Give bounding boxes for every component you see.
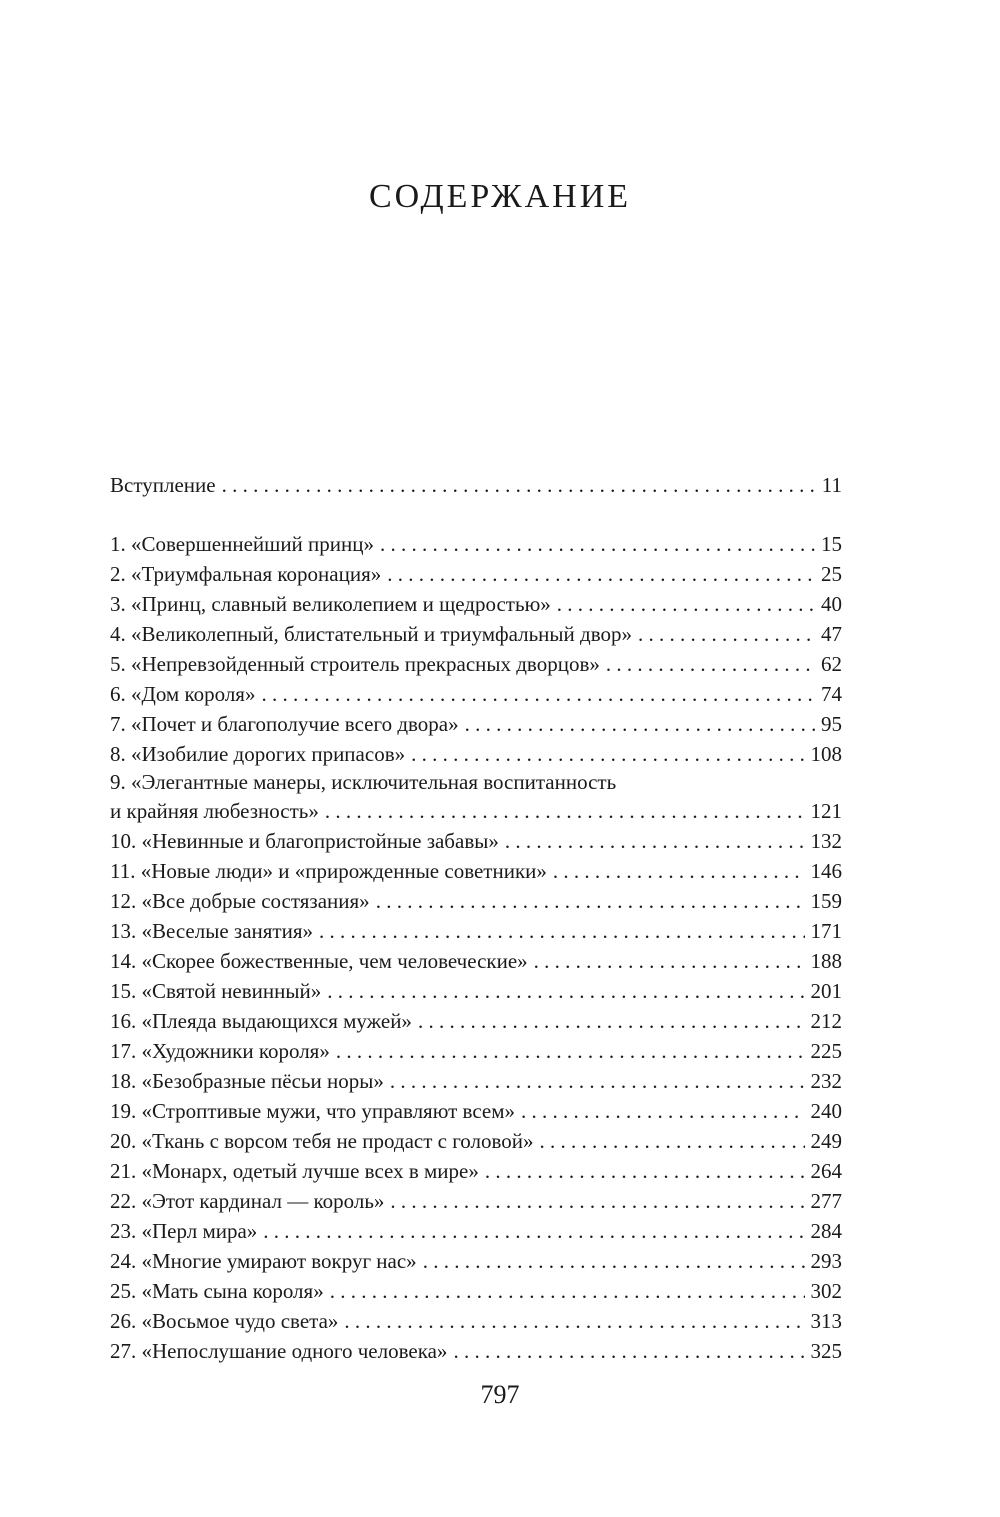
dot-leader bbox=[380, 529, 815, 559]
dot-leader bbox=[638, 619, 815, 649]
dot-leader bbox=[540, 1126, 805, 1156]
toc-entry bbox=[110, 1156, 842, 1186]
toc-entry-title: 18. «Безобразные пёсьи норы» bbox=[110, 1069, 384, 1093]
toc-entry-title: 21. «Монарх, одетый лучше всех в мире» bbox=[110, 1159, 479, 1183]
toc-entry-page: 159 bbox=[810, 889, 842, 913]
toc-entry-title: 10. «Невинные и благопристойные забавы» bbox=[110, 829, 499, 853]
toc-entry-title: 4. «Великолепный, блистательный и триумфальный двор» bbox=[110, 622, 632, 646]
toc-entry-page: 40 bbox=[821, 592, 842, 616]
toc-entry-title: 15. «Святой невинный» bbox=[110, 979, 322, 1003]
toc-entry bbox=[110, 1096, 842, 1126]
toc-entry bbox=[110, 559, 842, 589]
toc-entry bbox=[110, 619, 842, 649]
dot-leader bbox=[376, 886, 805, 916]
toc-entry-page: 201 bbox=[810, 979, 842, 1003]
dot-leader bbox=[344, 1306, 804, 1336]
toc-entry-page: 313 bbox=[810, 1309, 842, 1333]
toc-entry bbox=[110, 679, 842, 709]
toc-entry-page: 188 bbox=[810, 949, 842, 973]
toc-entry-title: 27. «Непослушание одного человека» bbox=[110, 1339, 448, 1363]
toc-entry-page: 95 bbox=[821, 712, 842, 736]
toc-entry bbox=[110, 1186, 842, 1216]
dot-leader bbox=[327, 976, 804, 1006]
toc-entry bbox=[110, 946, 842, 976]
dot-leader bbox=[418, 1006, 805, 1036]
toc-entry-page: 132 bbox=[810, 829, 842, 853]
toc-entry-page: 325 bbox=[810, 1339, 842, 1363]
toc-entry-page: 264 bbox=[810, 1159, 842, 1183]
toc-entry bbox=[110, 1306, 842, 1336]
toc-entry-page: 293 bbox=[810, 1249, 842, 1273]
toc-entry-title: Вступление bbox=[110, 473, 216, 497]
toc-entry-title: 12. «Все добрые состязания» bbox=[110, 889, 370, 913]
toc-entry bbox=[110, 589, 842, 619]
toc-entry bbox=[110, 1336, 842, 1366]
toc-entry-title: 19. «Строптивые мужи, что управляют всем» bbox=[110, 1099, 516, 1123]
dot-leader bbox=[423, 1246, 805, 1276]
dot-leader bbox=[390, 1186, 804, 1216]
dot-leader bbox=[465, 709, 815, 739]
toc-entry-page: 302 bbox=[810, 1279, 842, 1303]
toc-entry-page: 11 bbox=[821, 473, 842, 497]
toc-entry-page: 25 bbox=[821, 562, 842, 586]
toc-entry-title: 20. «Ткань с ворсом тебя не продаст с головой» bbox=[110, 1129, 534, 1153]
toc-entry bbox=[110, 886, 842, 916]
toc-entry-title: 26. «Восьмое чудо света» bbox=[110, 1309, 339, 1333]
toc-entry-title: 3. «Принц, славный великолепием и щедростью» bbox=[110, 592, 551, 616]
toc-entry bbox=[110, 709, 842, 739]
toc-entry-page: 284 bbox=[810, 1219, 842, 1243]
toc-entry-page: 212 bbox=[810, 1009, 842, 1033]
dot-leader bbox=[505, 826, 805, 856]
toc-entry-title: 23. «Перл мира» bbox=[110, 1219, 258, 1243]
toc-entry-page: 146 bbox=[810, 859, 842, 883]
toc-entry-title: 16. «Плеяда выдающихся мужей» bbox=[110, 1009, 412, 1033]
toc-entry bbox=[110, 1246, 842, 1276]
toc-entry-page: 240 bbox=[810, 1099, 842, 1123]
dot-leader bbox=[453, 1336, 804, 1366]
dot-leader bbox=[411, 739, 804, 769]
toc-entry bbox=[110, 976, 842, 1006]
dot-leader bbox=[336, 1036, 805, 1066]
toc-entry-page: 47 bbox=[821, 622, 842, 646]
toc-entry-page: 232 bbox=[810, 1069, 842, 1093]
toc-entry-page: 225 bbox=[810, 1039, 842, 1063]
toc-entry-title: 17. «Художники короля» bbox=[110, 1039, 330, 1063]
toc-entry bbox=[110, 916, 842, 946]
dot-leader bbox=[330, 1276, 805, 1306]
dot-leader bbox=[606, 649, 815, 679]
toc-entry bbox=[110, 856, 842, 886]
toc-entry bbox=[110, 1216, 842, 1246]
dot-leader bbox=[521, 1096, 804, 1126]
toc-entry-page: 249 bbox=[810, 1129, 842, 1153]
toc-entry-title: 2. «Триумфальная коронация» bbox=[110, 562, 382, 586]
toc-entry bbox=[110, 1126, 842, 1156]
toc-entry bbox=[110, 649, 842, 679]
toc-entry-title: 22. «Этот кардинал — король» bbox=[110, 1189, 385, 1213]
toc-entry-title: 13. «Веселые занятия» bbox=[110, 919, 313, 943]
dot-leader bbox=[390, 1066, 805, 1096]
toc-entry bbox=[110, 529, 842, 559]
toc-entry bbox=[110, 1276, 842, 1306]
toc-entry-title: 5. «Непревзойденный строитель прекрасных дворцов» bbox=[110, 652, 600, 676]
dot-leader bbox=[534, 946, 805, 976]
toc-entry-page: 171 bbox=[810, 919, 842, 943]
dot-leader bbox=[485, 1156, 805, 1186]
toc-entry bbox=[110, 796, 842, 826]
dot-leader bbox=[222, 470, 816, 500]
toc-entry-page: 74 bbox=[821, 682, 842, 706]
dot-leader bbox=[557, 589, 815, 619]
toc-entry-title: 14. «Скорее божественные, чем человеческие» bbox=[110, 949, 528, 973]
dot-leader bbox=[261, 679, 815, 709]
toc-entry-title: 25. «Мать сына короля» bbox=[110, 1279, 324, 1303]
toc-entry-page: 108 bbox=[810, 742, 842, 766]
toc-entry bbox=[110, 1066, 842, 1096]
toc-entry-title: 6. «Дом короля» bbox=[110, 682, 256, 706]
dot-leader bbox=[263, 1216, 804, 1246]
dot-leader bbox=[325, 796, 805, 826]
toc-entry-intro bbox=[110, 470, 842, 500]
toc-entry-page: 121 bbox=[810, 799, 842, 823]
toc-entry-title: 7. «Почет и благополучие всего двора» bbox=[110, 712, 459, 736]
table-of-contents bbox=[110, 470, 842, 1366]
page-title: СОДЕРЖАНИЕ bbox=[368, 178, 632, 215]
toc-entry bbox=[110, 1006, 842, 1036]
toc-entry bbox=[110, 739, 842, 769]
toc-entry-title: и крайняя любезность» bbox=[110, 799, 319, 823]
dot-leader bbox=[553, 856, 805, 886]
toc-entry-page: 62 bbox=[821, 652, 842, 676]
toc-entry-title: 1. «Совершеннейший принц» bbox=[110, 532, 374, 556]
toc-entry-title-first-line: 9. «Элегантные манеры, исключительная воспитанность bbox=[110, 770, 617, 794]
toc-entry-title: 11. «Новые люди» и «прирожденные советники» bbox=[110, 859, 547, 883]
page-number: 797 bbox=[480, 1380, 520, 1409]
dot-leader bbox=[319, 916, 805, 946]
toc-entry-title: 24. «Многие умирают вокруг нас» bbox=[110, 1249, 417, 1273]
toc-entry-page: 277 bbox=[810, 1189, 842, 1213]
toc-entry bbox=[110, 1036, 842, 1066]
dot-leader bbox=[387, 559, 815, 589]
toc-entry-page: 15 bbox=[821, 532, 842, 556]
toc-entry bbox=[110, 826, 842, 856]
toc-entry-title: 8. «Изобилие дорогих припасов» bbox=[110, 742, 406, 766]
